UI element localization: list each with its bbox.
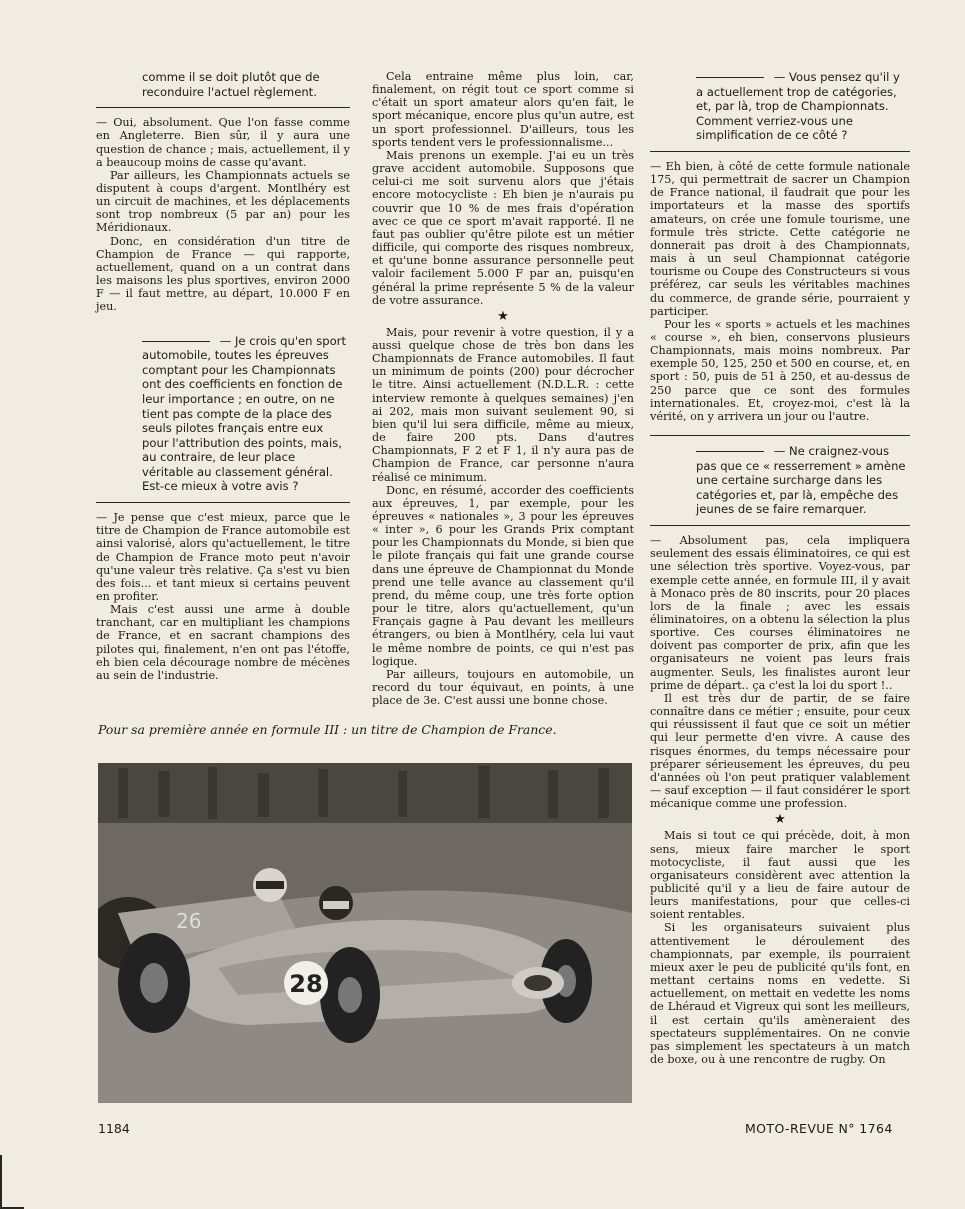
intro-text: comme il se doit plutôt que de reconduire l'actuel règlement. xyxy=(142,70,320,99)
paragraph: Mais si tout ce qui précède, doit, à mon sens, mieux faire marcher le sport motocycliste, il faut aussi que les organisateurs considèrent avec attention la publicité qu'il y a lieu de faire autour de leurs manifestations, pour que celles-ci soient rentables. xyxy=(650,829,910,922)
question-text: — Je crois qu'en sport automobile, toutes les épreuves comptant pour les Championnats ont des coefficients en fonction de leur importance ; en outre, on ne tient pas compte de la place des seuls pilotes français entre eux pour l'attribution des points, mais, au contraire, de leur place véritable au classement général. Est-ce mieux à votre avis ? xyxy=(142,333,346,494)
paragraph: Pour les « sports » actuels et les machines « course », eh bien, conservons plusieurs Championnats, mais moins nombreux. Par exemple 50, 125, 250 et 500 en course, et, en sport : 50, puis de 51 à 250, et au-dessus de 250 parce que ce sont des formules internationales. Et, croyez-moi, c'est là la vérité, on y arrivera un jour ou l'autre. xyxy=(650,317,910,423)
paragraph: Mais, pour revenir à votre question, il y a aussi quelque chose de très bon dans les Championnats de France automobiles. Il faut un minimum de points (200) pour décrocher le titre. Ainsi actuellement (N.D.L.R. : cette interview remonte à quelques semaines) j'en ai 202, mais mon suivant seulement 90, si bien qu'il lui sera difficile, même au mieux, de faire 200 pts. Dans d'autres Championnats, F 2 et F 1, il n'y aura pas de Champion de France, car personne n'aura réalisé ce minimum. xyxy=(372,325,634,484)
answer-1 xyxy=(96,116,350,313)
divider xyxy=(650,525,910,526)
divider xyxy=(650,435,910,436)
page-number: 1184 xyxy=(98,1121,130,1136)
divider xyxy=(650,151,910,152)
paragraph: Par ailleurs, les Championnats actuels se disputent à coups d'argent. Montlhéry est un circuit de machines, et les déplacements sont trop nombreux (5 par an) pour les Méridionaux. xyxy=(96,168,350,235)
paragraph: — Oui, absolument. Que l'on fasse comme en Angleterre. Bien sûr, il y aura une question de chance ; mais, actuellement, il y a beaucoup moins de casse qu'avant. xyxy=(96,116,350,169)
answer-3 xyxy=(650,829,910,1066)
question-text: — Vous pensez qu'il y a actuellement trop de catégories, et, par là, trop de Championnats. Comment verriez-vous une simplification de ce côté ? xyxy=(696,70,900,143)
column-1 xyxy=(96,70,350,682)
paragraph: — Je pense que c'est mieux, parce que le titre de Champion de France automobile est ainsi valorisé, alors qu'actuellement, le titre de Champion de France moto peut n'avoir qu'une valeur très relative. Ça s'est vu bien des fois... et tant mieux si certains peuvent en profiter. xyxy=(96,511,350,603)
paragraph: Donc, en considération d'un titre de Champion de France — qui rapporte, actuellement, quand on a un contrat dans les maisons les plus sportives, environ 2000 F — il faut mettre, au départ, 10.000 F en jeu. xyxy=(96,234,350,314)
paragraph: Si les organisateurs suivaient plus attentivement le déroulement des championnats, par exemple, ils pourraient mieux axer le peu de publicité qu'ils font, en mettant certains noms en vedette. Si actuellement, on mettait en vedette les noms de Lhéraud et Vigreux qui sont les meilleurs, il est certain qu'ils amèneraient des spectateurs supplémentaires. On ne convie pas simplement les spectateurs à un match de boxe, ou à une rencontre de rugby. On xyxy=(650,921,910,1066)
divider xyxy=(96,107,350,108)
paragraph: Cela entraine même plus loin, car, finalement, on régit tout ce sport comme si c'était un sport amateur alors qu'en fait, le sport mécanique, encore plus qu'un autre, est un sport professionnel. D'ailleurs, tous les sports tendent vers le professionnalisme... xyxy=(372,70,634,149)
question-dash xyxy=(696,77,764,78)
divider xyxy=(96,502,350,503)
paragraph: Il est très dur de partir, de se faire connaître dans ce métier ; ensuite, pour ceux qui réussissent il faut que ce soit un métier qui leur permette d'en vivre. A cause des risques énormes, du temps nécessaire pour préparer sérieusement les épreuves, du peu d'années où l'on peut pratiquer valablement — sauf exception — il faut considérer le sport mécanique comme une profession. xyxy=(650,691,910,811)
star-separator: ★ xyxy=(774,812,786,828)
paragraph: — Eh bien, à côté de cette formule nationale 175, qui permettrait de sacrer un Champion de France national, il faudrait que pour les importateurs et la masse des sportifs amateurs, on crée une fomule tourisme, une formule très stricte. Cette catégorie ne donnerait pas droit à des Championnats, mais à un seul Championnat catégorie tourisme ou Coupe des Constructeurs si vous préférez, car seuls les véritables machines du commerce, de grande série, pourraient y participer. xyxy=(650,159,910,318)
paragraph: Mais c'est aussi une arme à double tranchant, car en multipliant les champions de France, et en sacrant champions des pilotes qui, finalement, n'en ont pas l'étoffe, eh bien cela décourage nombre de mécènes au sein de l'industrie. xyxy=(96,603,350,682)
answer-1 xyxy=(650,160,910,423)
paragraph: Par ailleurs, toujours en automobile, un record du tour équivaut, en points, à une place de 3e. C'est aussi une bonne chose. xyxy=(372,667,634,708)
question-2 xyxy=(96,334,350,495)
crop-mark xyxy=(0,1155,24,1209)
answer-2 xyxy=(96,511,350,682)
rear-car-number: 26 xyxy=(176,909,202,933)
photo-caption: Pour sa première année en formule III : un titre de Champion de France. xyxy=(98,722,557,737)
question-text: — Ne craignez-vous pas que ce « resserrement » amène une certaine surcharge dans les catégories et, par là, empêche des jeunes de se faire remarquer. xyxy=(696,444,906,517)
column-3 xyxy=(650,70,910,1066)
magazine-issue: MOTO-REVUE N° 1764 xyxy=(745,1121,893,1136)
race-car-illustration xyxy=(98,763,632,1103)
question-dash xyxy=(696,451,764,452)
question-dash xyxy=(142,341,210,342)
race-car-photo xyxy=(98,763,632,1103)
star-separator: ★ xyxy=(497,308,509,324)
question-1 xyxy=(650,70,910,143)
car-number: 28 xyxy=(289,970,323,998)
column-2 xyxy=(372,70,634,707)
answer-2 xyxy=(650,534,910,810)
paragraph: Mais prenons un exemple. J'ai eu un très grave accident automobile. Supposons que celui-ci me soit survenu alors que j'étais encore motocycliste : Eh bien je n'aurais pu couvrir que 10 % de mes frais d'opération avec ce que ce sport m'avait rapporté. Il ne faut pas oublier qu'être pilote est un métier difficile, qui comporte des risques nombreux, et qu'une bonne assurance personnelle peut valoir facilement 5.000 F par an, puisqu'en général la prime représente 5 % de la valeur de votre assurance. xyxy=(372,148,634,307)
question-2 xyxy=(650,444,910,517)
paragraph: — Absolument pas, cela impliquera seulement des essais éliminatoires, ce qui est une sélection très sportive. Voyez-vous, par exemple cette année, en formule III, il y avait à Monaco près de 80 inscrits, pour 20 places lors de la finale ; avec les essais éliminatoires, on a obtenu la sélection la plus sportive. Ces courses éliminatoires ne doivent pas comporter de prix, afin que les organisateurs ne voient pas leurs frais augmenter. Seuls, les finalistes auront leur prime de départ.. ça c'est la loi du sport !.. xyxy=(650,534,910,692)
paragraph: Donc, en résumé, accorder des coefficients aux épreuves, 1, par exemple, pour les épreuves « nationales », 3 pour les épreuves « inter », 6 pour les Grands Prix comptant pour les Championnats du Monde, si bien que le pilote français qui fait une grande course dans une épreuve de Championnat du Monde prend une telle avance au classement qu'il prend, du même coup, une très forte option pour le titre, alors qu'actuellement, qu'un Français gagne à Pau devant les meilleurs étrangers, ou bien à Montlhéry, cela lui vaut le même nombre de points, ce qui n'est pas logique. xyxy=(372,483,634,668)
